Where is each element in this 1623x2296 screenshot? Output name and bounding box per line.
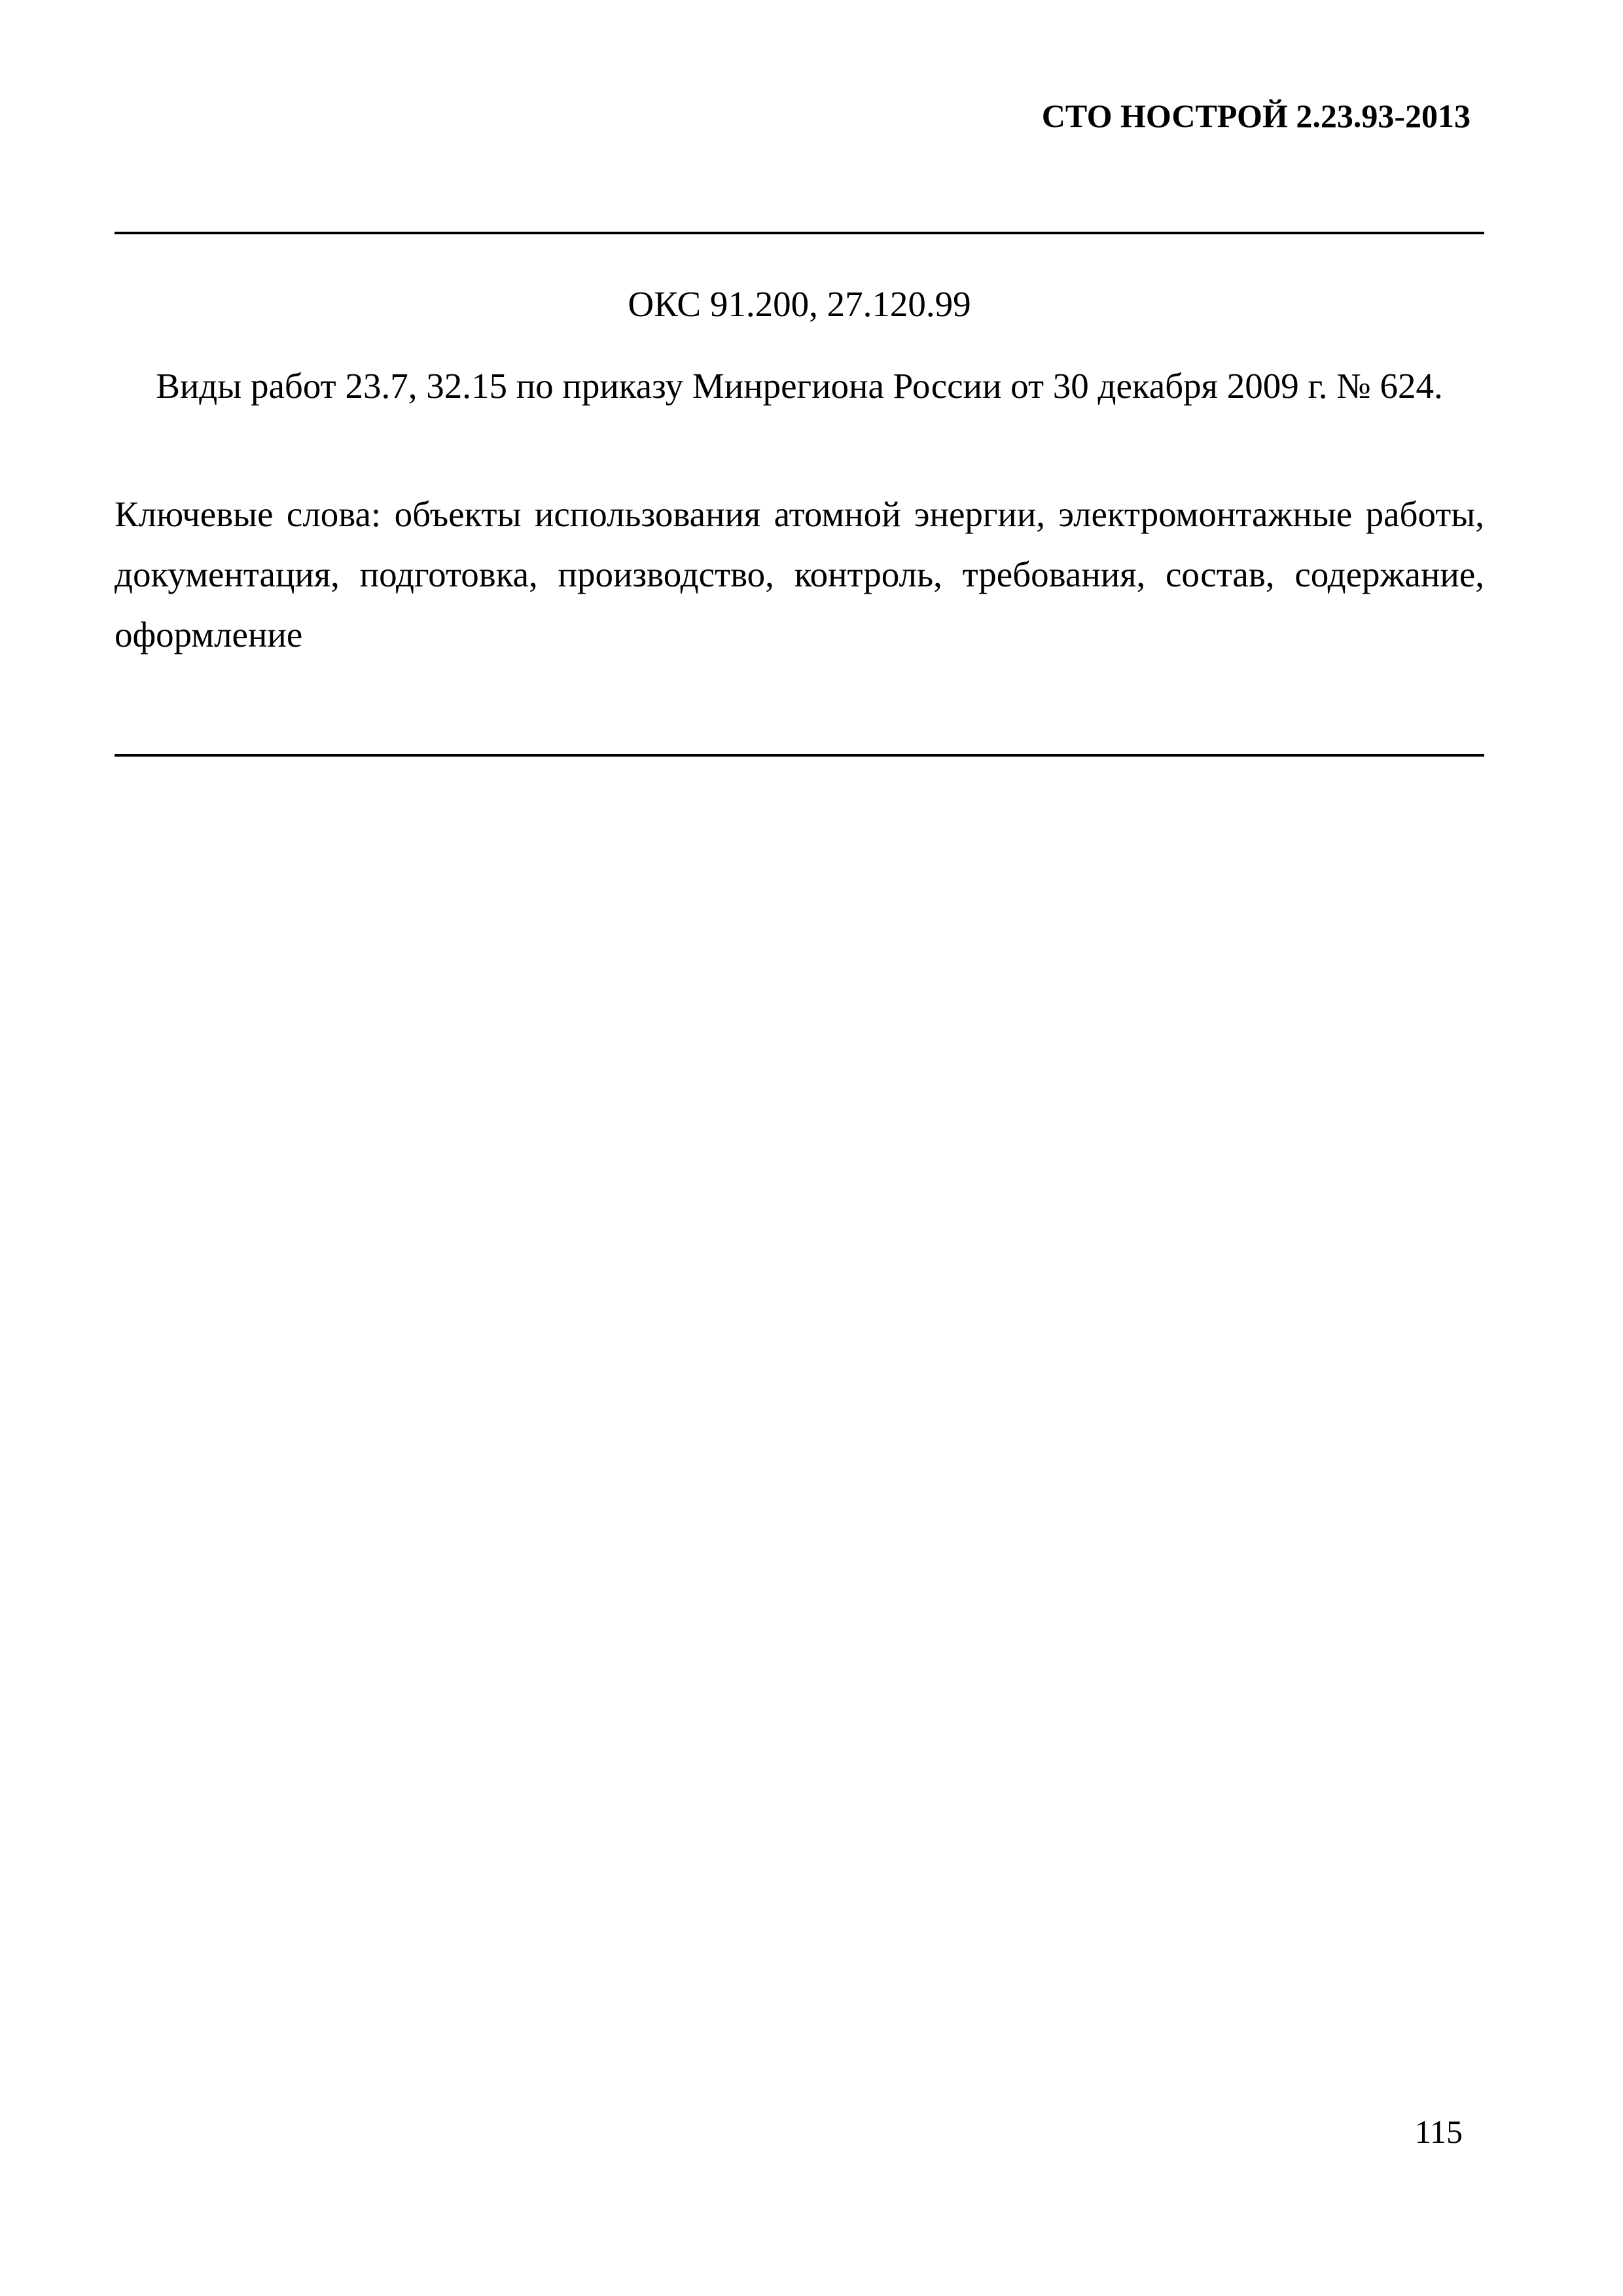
- work-types-line: Виды работ 23.7, 32.15 по приказу Минрегиона России от 30 декабря 2009 г. № 624.: [156, 366, 1443, 406]
- bottom-divider: [115, 754, 1484, 757]
- top-divider: [115, 232, 1484, 234]
- oks-classification: ОКС 91.200, 27.120.99: [628, 284, 971, 324]
- document-code: СТО НОСТРОЙ 2.23.93-2013: [1041, 98, 1471, 134]
- keywords-paragraph: Ключевые слова: объекты использования атомной энергии, электромонтажные работы, документация, подготовка, производство, контроль, требования, состав, содержание, оформление: [115, 494, 1484, 655]
- page-number: 115: [1414, 2113, 1463, 2150]
